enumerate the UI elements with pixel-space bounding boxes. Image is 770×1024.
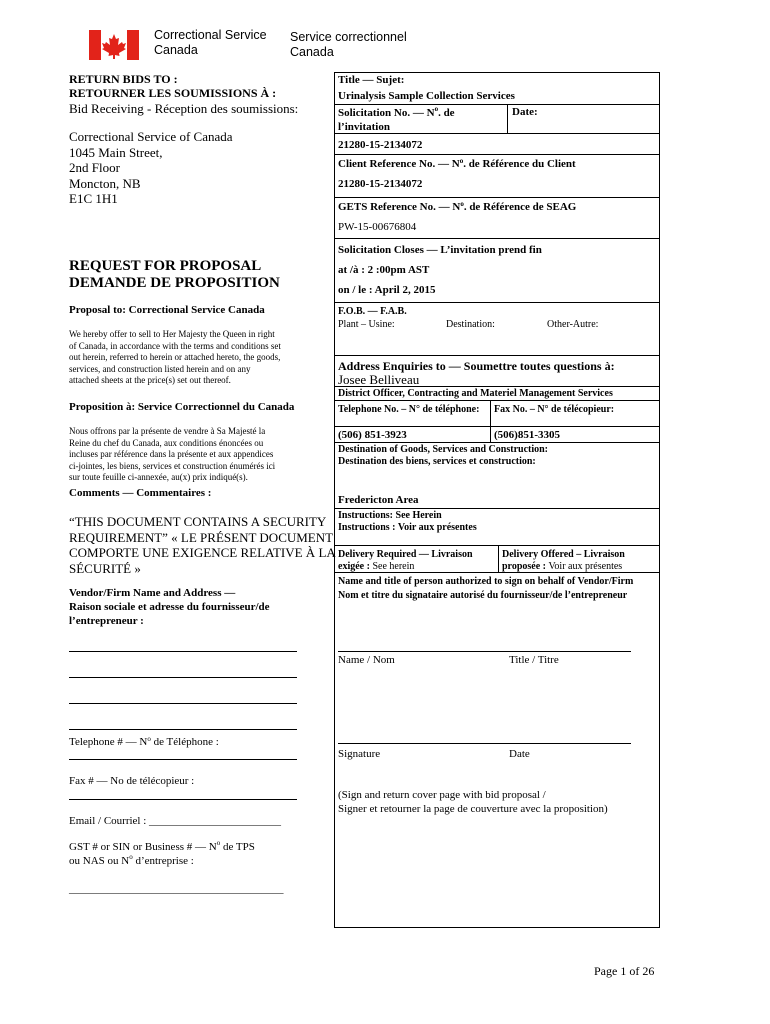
divider xyxy=(334,133,659,134)
gst-2-post: d’entreprise : xyxy=(132,855,194,867)
gets-sup: o xyxy=(460,200,464,208)
fax-field[interactable] xyxy=(69,799,297,800)
department-name-fr-line2: Canada xyxy=(290,45,334,59)
proposition-heading: Proposition à: Service Correctionnel du Canada xyxy=(69,401,295,413)
fob-plant: Plant – Usine: xyxy=(338,319,395,330)
solicitation-no-1: Solicitation No. — N xyxy=(338,107,435,119)
sign-return-en: (Sign and return cover page with bid proposal / xyxy=(338,789,546,801)
delivery-required-value: See herein xyxy=(372,561,415,572)
department-name-en-line2: Canada xyxy=(154,43,198,57)
gst-field[interactable]: _______________________________________ xyxy=(69,883,284,895)
sign-return-fr: Signer et retourner la page de couverture avec la proposition) xyxy=(338,803,608,815)
department-name-fr-line1: Service correctionnel xyxy=(290,30,407,44)
divider xyxy=(490,400,491,442)
delivery-offered-value: Voir aux présentes xyxy=(548,561,623,572)
solicitation-no-2: . de xyxy=(438,107,455,119)
date-label: Date: xyxy=(512,106,538,118)
divider xyxy=(334,302,659,303)
gets-post: . de Référence de SEAG xyxy=(463,201,577,213)
offer-fr-line: incluses par référence dans la présente et aux appendices xyxy=(69,449,274,459)
vendor-address-field-1[interactable] xyxy=(69,677,297,678)
return-address xyxy=(69,129,233,207)
delivery-offered-line1: Delivery Offered – Livraison xyxy=(502,549,625,560)
client-ref-pre: Client Reference No. — N xyxy=(338,158,460,170)
divider xyxy=(334,386,659,387)
rfp-title-en: REQUEST FOR PROPOSAL xyxy=(69,258,262,274)
client-ref-label xyxy=(338,158,576,171)
department-name-fr xyxy=(290,30,407,60)
authorized-fr: Nom et titre du signataire autorisé du fournisseur/de l’entrepreneur xyxy=(338,590,628,601)
vendor-address-field-3[interactable] xyxy=(69,729,297,730)
comments-label: Comments — Commentaires : xyxy=(69,487,212,499)
gets-pre: GETS Reference No. — N xyxy=(338,201,461,213)
authorized-en: Name and title of person authorized to sign on behalf of Vendor/Firm xyxy=(338,576,634,587)
offer-en-line: out herein, referred to herein or attached hereto, the goods, xyxy=(69,352,281,362)
closes-label: Solicitation Closes — L’invitation prend fin xyxy=(338,244,542,256)
gst-2-pre: ou NAS ou N xyxy=(69,855,130,867)
telephone-field[interactable] xyxy=(69,759,297,760)
telephone-label xyxy=(69,736,219,749)
destination-label-en: Destination of Goods, Services and Construction: xyxy=(338,444,549,455)
delivery-required-line1: Delivery Required — Livraison xyxy=(338,549,473,560)
instructions-en: Instructions: See Herein xyxy=(338,510,442,521)
divider xyxy=(334,154,659,155)
gst-label xyxy=(69,840,255,868)
date-field-label: Date xyxy=(509,748,530,760)
divider xyxy=(334,104,659,105)
divider xyxy=(334,545,659,546)
vendor-address-field-2[interactable] xyxy=(69,703,297,704)
title-field-label: Title / Titre xyxy=(509,654,559,666)
closes-time: at /à : 2 :00pm AST xyxy=(338,264,430,276)
security-line: COMPORTE UNE EXIGENCE RELATIVE À LA xyxy=(69,545,336,560)
gst-1-sup: o xyxy=(216,839,221,847)
fax-label: Fax # — No de télécopieur : xyxy=(69,775,195,787)
destination-label xyxy=(338,444,548,468)
delivery-offered-label: proposée : xyxy=(502,561,549,572)
fax-value: (506)851-3305 xyxy=(494,429,560,441)
gst-1-post: de TPS xyxy=(220,841,255,853)
divider xyxy=(334,238,659,239)
offer-fr-line: ci-jointes, les biens, services et construction énumérés ici xyxy=(69,460,276,471)
address-line: Correctional Service of Canada xyxy=(69,129,233,144)
return-bids-heading xyxy=(69,72,276,100)
divider xyxy=(507,104,508,133)
sign-return-note xyxy=(338,788,608,816)
solicitation-no-line1 xyxy=(338,106,455,120)
rfp-title xyxy=(69,258,280,292)
telephone-label-pre: Telephone # — N xyxy=(69,736,148,748)
phone-value: (506) 851-3923 xyxy=(338,429,407,441)
canada-flag-logo xyxy=(89,30,139,60)
telephone-label-sup: o xyxy=(147,735,151,743)
vendor-line: Vendor/Firm Name and Address — xyxy=(69,587,236,599)
title-value: Urinalysis Sample Collection Services xyxy=(338,90,515,102)
vendor-line: Raison sociale et adresse du fournisseur/de xyxy=(69,601,270,613)
department-name-en xyxy=(154,28,267,58)
vendor-name-field[interactable] xyxy=(69,651,297,652)
solicitation-no-line2: l’invitation xyxy=(338,121,390,133)
destination-value: Fredericton Area xyxy=(338,494,419,506)
fob-label: F.O.B. — F.A.B. xyxy=(338,306,407,317)
offer-fr-line: sur toute feuille ci-annexée, au(x) prix indiqué(s). xyxy=(69,472,248,482)
divider xyxy=(334,197,659,198)
divider xyxy=(334,508,659,509)
divider xyxy=(334,400,659,401)
solicitation-no-sup: o xyxy=(434,105,439,113)
client-ref-post: . de Référence du Client xyxy=(463,158,576,170)
divider xyxy=(334,426,659,427)
client-ref-sup: o xyxy=(459,157,464,165)
fax-no-label: Fax No. – N° de télécopieur: xyxy=(494,404,615,415)
signature-field[interactable] xyxy=(338,743,631,744)
divider xyxy=(334,572,659,573)
page-number: Page 1 of 26 xyxy=(594,964,655,978)
authorized-person-label xyxy=(338,575,633,603)
bid-receiving: Bid Receiving - Réception des soumissions: xyxy=(69,101,299,116)
vendor-heading xyxy=(69,586,270,628)
destination-label-fr: Destination des biens, services et construction: xyxy=(338,456,536,467)
offer-fr-line: Reine du chef du Canada, aux conditions énoncées ou xyxy=(69,437,264,448)
gets-label xyxy=(338,201,576,214)
offer-en-line: attached sheets at the price(s) set out thereof. xyxy=(69,375,231,385)
offer-en-line: We hereby offer to sell to Her Majesty the Queen in right xyxy=(69,329,275,339)
solicitation-no-label xyxy=(338,106,455,134)
name-label: Name / Nom xyxy=(338,654,395,666)
return-bids-fr: RETOURNER LES SOUMISSIONS À : xyxy=(69,86,277,100)
address-line: Moncton, NB xyxy=(69,175,141,191)
signature-label: Signature xyxy=(338,748,381,760)
offer-fr-line: Nous offrons par la présente de vendre à Sa Majesté la xyxy=(69,426,266,436)
security-line: “THIS DOCUMENT CONTAINS A SECURITY xyxy=(69,514,327,529)
phone-label: Telephone No. – N° de téléphone: xyxy=(338,404,480,415)
return-bids-en: RETURN BIDS TO : xyxy=(69,72,178,86)
proposal-to: Proposal to: Correctional Service Canada xyxy=(69,304,265,316)
solicitation-value: 21280-15-2134072 xyxy=(338,139,423,151)
address-line: 2nd Floor xyxy=(69,160,120,175)
rfp-title-fr: DEMANDE DE PROPOSITION xyxy=(69,275,280,291)
divider xyxy=(334,355,659,356)
fob-destination: Destination: xyxy=(446,319,495,330)
email-field[interactable]: Email / Courriel : ________________________ xyxy=(69,815,282,827)
instructions-fr: Instructions : Voir aux présentes xyxy=(338,522,477,533)
gst-2-sup: o xyxy=(129,853,133,861)
delivery-required-label: exigée : xyxy=(338,561,373,572)
telephone-label-post: de Téléphone : xyxy=(150,736,219,748)
department-name-en-line1: Correctional Service xyxy=(154,28,267,42)
contact-name: Josee Belliveau xyxy=(338,372,420,387)
offer-text-fr xyxy=(69,426,275,484)
fob-other: Other-Autre: xyxy=(547,319,599,330)
address-line: 1045 Main Street, xyxy=(69,144,163,160)
enquiries-label: Address Enquiries to — Soumettre toutes questions à: xyxy=(338,359,615,373)
security-line: SÉCURITÉ » xyxy=(69,560,141,576)
divider xyxy=(334,442,659,443)
district-officer: District Officer, Contracting and Materiel Management Services xyxy=(338,388,613,399)
name-title-field[interactable] xyxy=(338,651,631,652)
gets-value: PW-15-00676804 xyxy=(338,221,417,233)
gst-label-line1 xyxy=(69,840,255,854)
divider xyxy=(498,545,499,572)
closes-date: on / le : April 2, 2015 xyxy=(338,284,436,296)
delivery-required xyxy=(338,549,473,573)
delivery-offered xyxy=(502,549,625,573)
instructions xyxy=(338,510,477,534)
offer-en-line: services, and construction listed herein and on any xyxy=(69,363,251,374)
offer-en-line: of Canada, in accordance with the terms and conditions set xyxy=(69,340,281,351)
gst-label-line2 xyxy=(69,854,255,868)
vendor-line: l’entrepreneur : xyxy=(69,615,144,627)
address-line: E1C 1H1 xyxy=(69,191,118,206)
security-notice xyxy=(69,514,336,576)
title-label: Title — Sujet: xyxy=(338,74,405,86)
gst-1-pre: GST # or SIN or Business # — N xyxy=(69,841,217,853)
client-ref-value: 21280-15-2134072 xyxy=(338,178,423,190)
offer-text-en xyxy=(69,329,281,387)
security-line: REQUIREMENT” « LE PRÉSENT DOCUMENT xyxy=(69,529,334,545)
